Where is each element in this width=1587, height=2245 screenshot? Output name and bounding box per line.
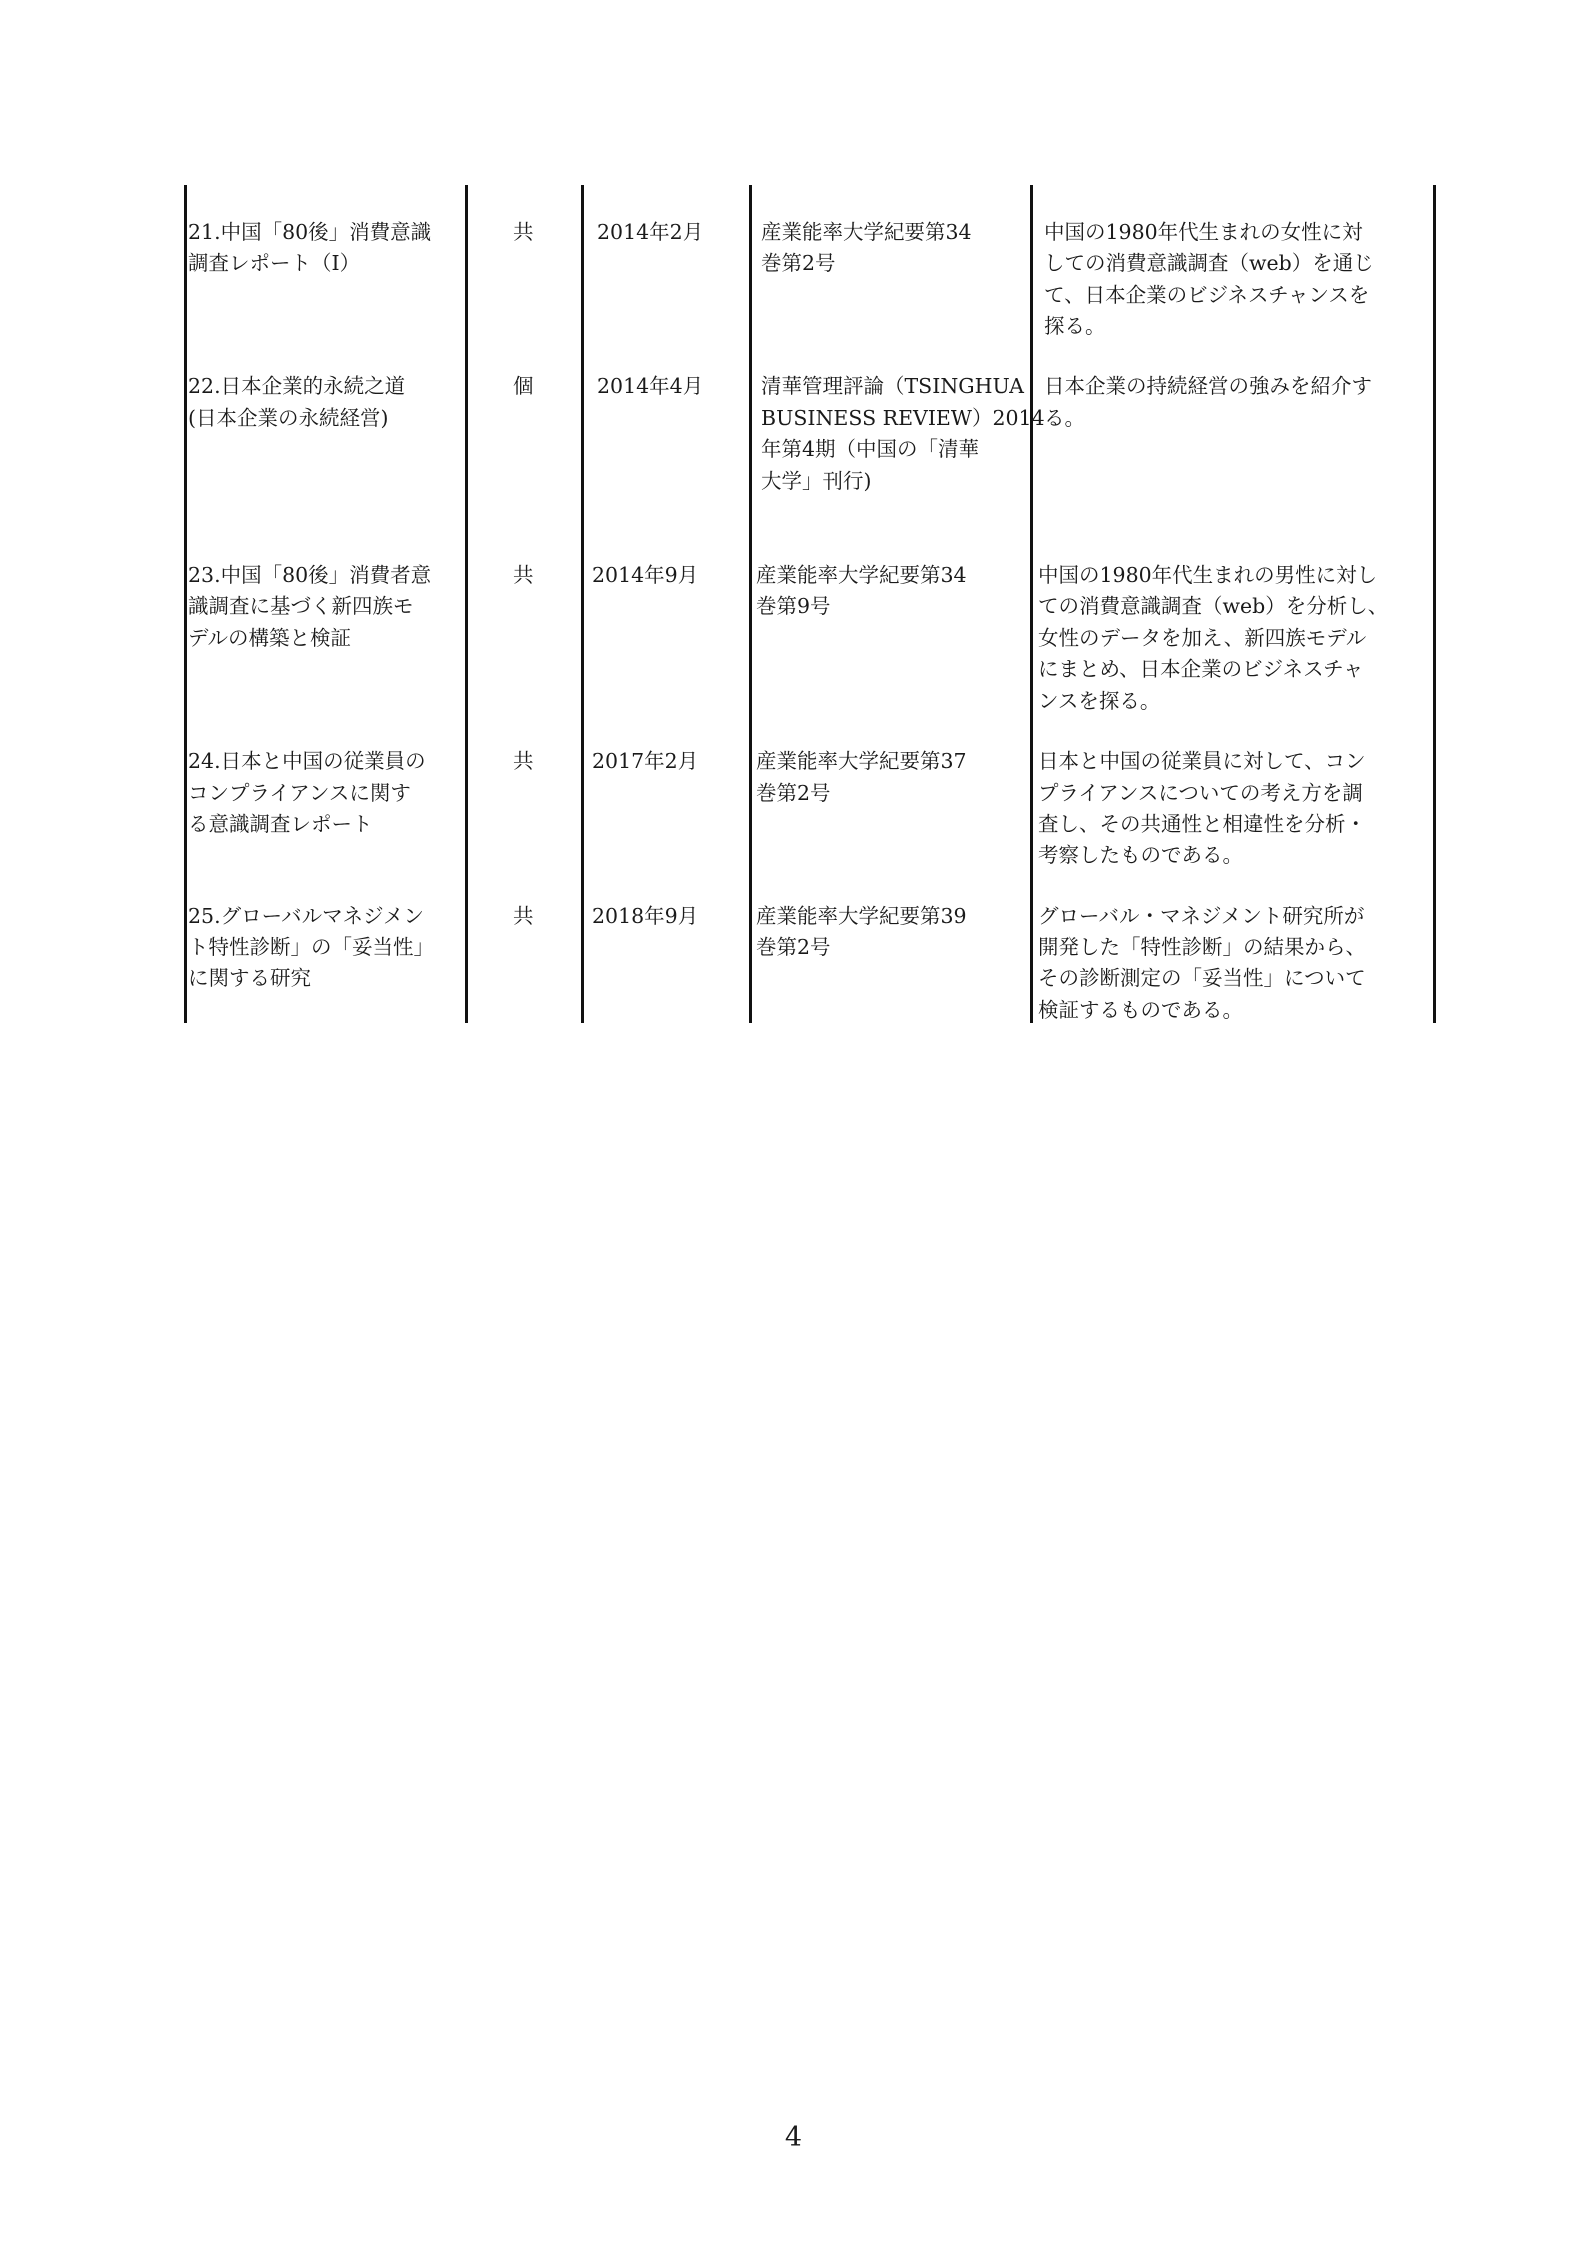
paper-title-line: (日本企業の永続経営) (188, 406, 389, 430)
summary-line: ンスを探る。 (1038, 689, 1161, 713)
column-divider (1030, 185, 1033, 1023)
paper-title-line: 21.中国「80後」消費意識 (188, 220, 432, 244)
summary-line: その診断測定の「妥当性」について (1038, 966, 1366, 990)
summary-line: 開発した「特性診断」の結果から、 (1038, 935, 1366, 959)
summary-line: ての消費意識調査（web）を分析し、 (1038, 594, 1389, 618)
paper-title-line: 24.日本と中国の従業員の (188, 749, 426, 773)
paper-title-line: コンプライアンスに関す (188, 781, 411, 805)
summary-line: 査し、その共通性と相違性を分析・ (1038, 812, 1366, 836)
publication-venue-line: 巻第9号 (756, 594, 831, 618)
summary-line: グローバル・マネジメント研究所が (1038, 904, 1365, 928)
publication-date: 2017年2月 (592, 749, 699, 773)
publication-venue-line: 産業能率大学紀要第34 (756, 563, 967, 587)
authorship-mark: 共 (513, 220, 534, 244)
column-divider (581, 185, 584, 1023)
summary-line: る。 (1044, 406, 1085, 430)
table-right-border (1433, 185, 1436, 1023)
publication-table (184, 185, 1436, 1023)
authorship-mark: 共 (513, 563, 534, 587)
publication-venue-line: 清華管理評論（TSINGHUA (761, 374, 1024, 398)
summary-line: 考察したものである。 (1038, 843, 1243, 867)
summary-line: 女性のデータを加え、新四族モデル (1038, 626, 1367, 650)
table-left-border (184, 185, 187, 1023)
paper-title-line: ト特性診断」の「妥当性」 (188, 935, 434, 959)
paper-title-line: 23.中国「80後」消費者意 (188, 563, 432, 587)
authorship-mark: 個 (513, 374, 534, 398)
authorship-mark: 共 (513, 749, 534, 773)
summary-line: 探る。 (1044, 314, 1106, 338)
publication-date: 2014年4月 (597, 374, 704, 398)
summary-line: 検証するものである。 (1038, 998, 1243, 1022)
summary-line: 中国の1980年代生まれの男性に対し (1038, 563, 1378, 587)
summary-line: しての消費意識調査（web）を通じ (1044, 251, 1374, 275)
publication-venue-line: 巻第2号 (756, 935, 831, 959)
paper-title-line: 25.グローバルマネジメン (188, 904, 424, 928)
publication-venue-line: BUSINESS REVIEW）2014 (761, 406, 1045, 430)
summary-line: 日本と中国の従業員に対して、コン (1038, 749, 1366, 773)
summary-line: にまとめ、日本企業のビジネスチャ (1038, 657, 1364, 681)
paper-title-line: 調査レポート（Ⅰ） (188, 251, 361, 275)
paper-title-line: る意識調査レポート (188, 812, 373, 836)
paper-title-line: デルの構築と検証 (188, 626, 351, 650)
publication-venue-line: 巻第2号 (756, 781, 831, 805)
summary-line: 中国の1980年代生まれの女性に対 (1044, 220, 1363, 244)
summary-line: 日本企業の持続経営の強みを紹介す (1044, 374, 1372, 398)
summary-line: て、日本企業のビジネスチャンスを (1044, 283, 1370, 307)
publication-venue-line: 産業能率大学紀要第37 (756, 749, 967, 773)
paper-title-line: 22.日本企業的永続之道 (188, 374, 406, 398)
publication-date: 2018年9月 (592, 904, 699, 928)
publication-date: 2014年9月 (592, 563, 699, 587)
publication-venue-line: 年第4期（中国の「清華 (761, 437, 980, 461)
publication-date: 2014年2月 (597, 220, 704, 244)
paper-title-line: 識調査に基づく新四族モ (188, 594, 414, 618)
publication-venue-line: 巻第2号 (761, 251, 836, 275)
column-divider (749, 185, 752, 1023)
column-divider (465, 185, 468, 1023)
summary-line: プライアンスについての考え方を調 (1038, 781, 1363, 805)
publication-venue-line: 産業能率大学紀要第39 (756, 904, 967, 928)
publication-venue-line: 産業能率大学紀要第34 (761, 220, 972, 244)
publication-venue-line: 大学」刊行) (761, 469, 872, 493)
page-number: 4 (784, 2122, 803, 2153)
paper-title-line: に関する研究 (188, 966, 311, 990)
authorship-mark: 共 (513, 904, 534, 928)
